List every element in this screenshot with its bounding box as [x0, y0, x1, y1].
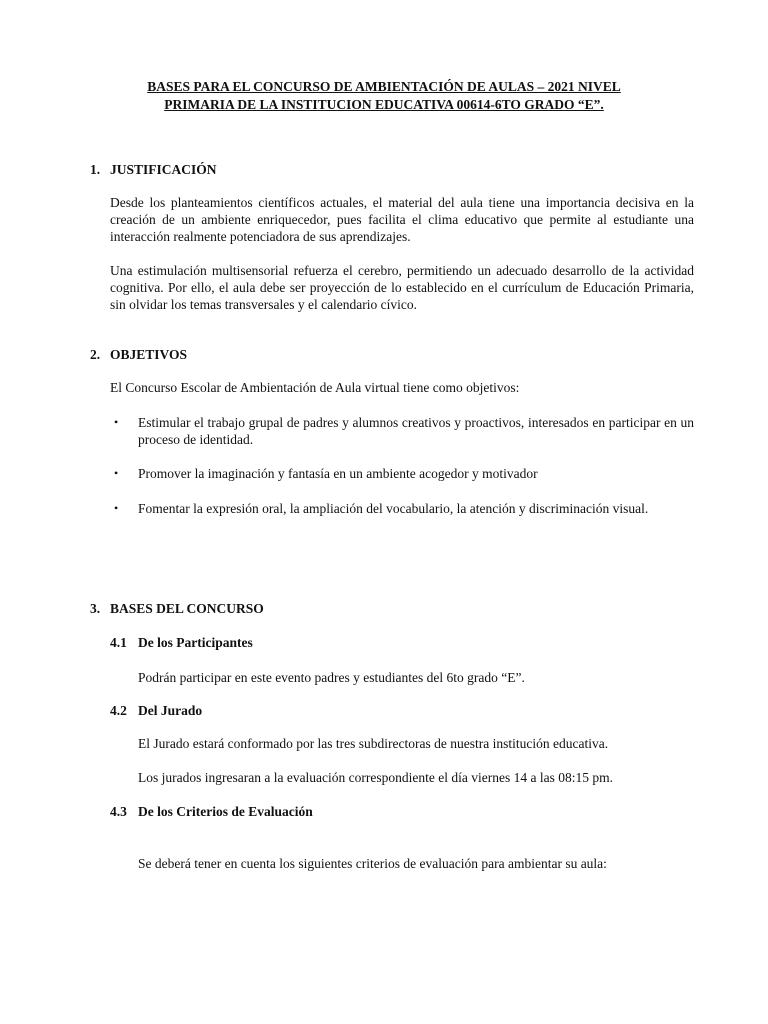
section-2-title: OBJETIVOS	[110, 347, 188, 362]
subsection-4-3-text: Se deberá tener en cuenta los siguientes criterios de evaluación para ambientar su aula:	[138, 856, 607, 871]
subsection-4-1-heading	[110, 634, 253, 651]
subsection-4-3-number: 4.3	[110, 804, 127, 819]
subsection-4-3-title: De los Criterios de Evaluación	[138, 804, 313, 819]
bullet-icon: •	[114, 415, 119, 429]
title-line-1: BASES PARA EL CONCURSO DE AMBIENTACIÓN DE AULAS – 2021 NIVEL	[147, 79, 621, 94]
subsection-4-2-text-2: Los jurados ingresaran a la evaluación correspondiente el día viernes 14 a las 08:15 pm.	[138, 770, 613, 785]
section-1-paragraph-1: Desde los planteamientos científicos actuales, el material del aula tiene una importancia decisiva en la creación de un ambiente enriquecedor, pues facilita el clima educativo que permite al estudiante una interacción realmente potenciadora de sus aprendizajes.	[110, 195, 694, 244]
bullet-icon: •	[114, 466, 119, 480]
title-line-2: PRIMARIA DE LA INSTITUCION EDUCATIVA 00614-6TO GRADO “E”.	[164, 97, 604, 112]
subsection-4-3-heading	[110, 803, 313, 820]
subsection-4-1-number: 4.1	[110, 635, 127, 650]
section-2-intro: El Concurso Escolar de Ambientación de Aula virtual tiene como objetivos:	[110, 380, 520, 395]
section-2-heading	[90, 346, 187, 363]
section-2-number: 2.	[90, 347, 101, 362]
section-3-title: BASES DEL CONCURSO	[110, 601, 264, 616]
section-1-number: 1.	[90, 162, 101, 177]
subsection-4-2-heading	[110, 702, 202, 719]
subsection-4-2-number: 4.2	[110, 703, 127, 718]
document-title	[100, 78, 668, 114]
bullet-icon: •	[114, 501, 119, 515]
list-item-text: Estimular el trabajo grupal de padres y alumnos creativos y proactivos, interesados en participar en un proceso de identidad.	[138, 415, 694, 447]
subsection-4-2-text-1: El Jurado estará conformado por las tres subdirectoras de nuestra institución educativa.	[138, 736, 609, 751]
section-1-paragraph-2: Una estimulación multisensorial refuerza el cerebro, permitiendo un adecuado desarrollo de la actividad cognitiva. Por ello, el aula debe ser proyección de lo establecido en el currículum de Educación Primaria, sin olvidar los temas transversales y el calendario cívico.	[110, 263, 694, 312]
section-3-heading	[90, 600, 264, 617]
subsection-4-2-title: Del Jurado	[138, 703, 203, 718]
section-3-number: 3.	[90, 601, 101, 616]
list-item-text: Promover la imaginación y fantasía en un ambiente acogedor y motivador	[138, 466, 538, 481]
section-1-heading	[90, 161, 217, 178]
section-1-title: JUSTIFICACIÓN	[110, 162, 217, 177]
subsection-4-1-title: De los Participantes	[138, 635, 253, 650]
list-item-text: Fomentar la expresión oral, la ampliación del vocabulario, la atención y discriminación visual.	[138, 501, 649, 516]
subsection-4-1-text: Podrán participar en este evento padres y estudiantes del 6to grado “E”.	[138, 670, 525, 685]
